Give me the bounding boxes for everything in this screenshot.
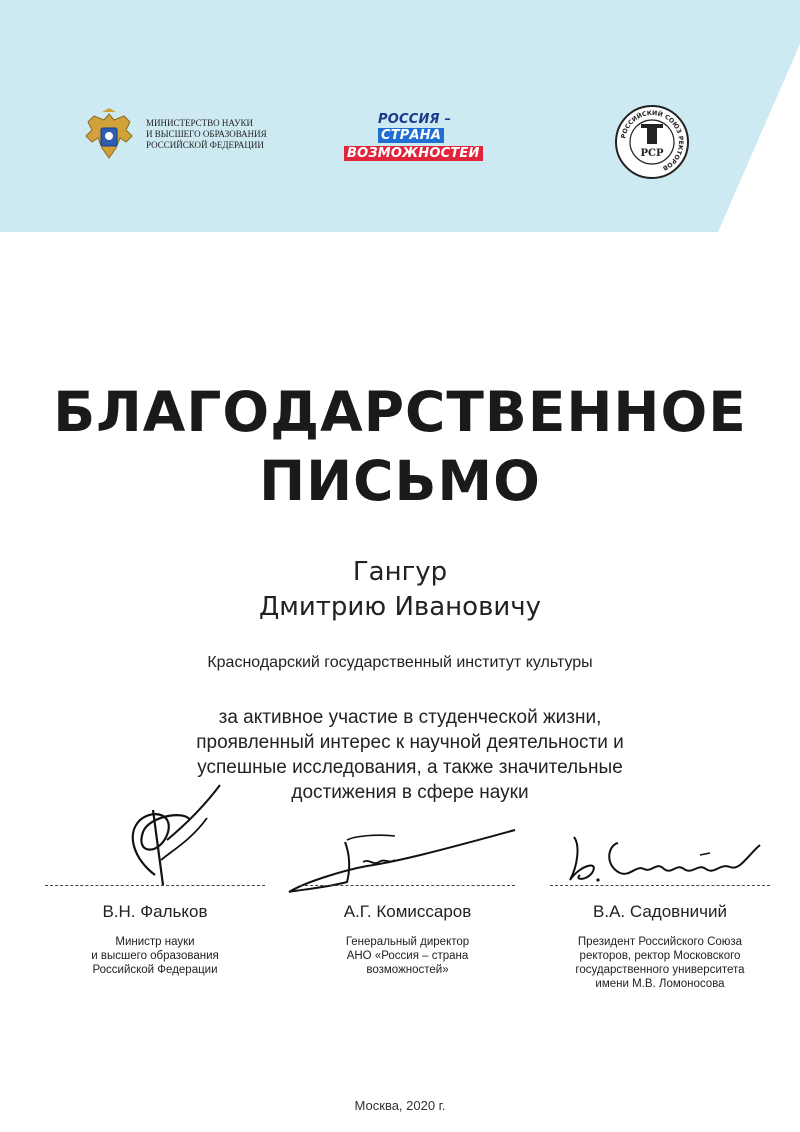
signatory-name: В.Н. Фальков (102, 902, 208, 921)
svg-text:РОССИЙСКИЙ СОЮЗ РЕКТОРОВ: РОССИЙСКИЙ СОЮЗ РЕКТОРОВ (620, 109, 685, 172)
recipient-surname: Гангур (352, 557, 448, 587)
rectors-union-seal-icon (614, 104, 690, 180)
ministry-line: И ВЫСШЕГО ОБРАЗОВАНИЯ (146, 129, 267, 139)
rsv-logo-line: СТРАНА (378, 128, 444, 143)
signatory-role (550, 935, 770, 991)
role-line: АНО «Россия – страна (346, 950, 469, 962)
role-line: Министр науки (115, 936, 195, 948)
ministry-logo (80, 108, 280, 168)
signatory-name: В.А. Садовничий (593, 902, 727, 921)
role-line: Президент Российского Союза (577, 936, 743, 948)
signatory-name: А.Г. Комиссаров (343, 902, 472, 921)
ministry-name (146, 118, 267, 151)
reason-line: проявленный интерес к научной деятельности и (196, 732, 624, 753)
signature-line (550, 885, 770, 886)
institution-name: Краснодарский государственный институт культуры (207, 654, 593, 671)
ministry-line: МИНИСТЕРСТВО НАУКИ (146, 118, 253, 128)
signature-line (300, 885, 515, 886)
russia-opportunities-logo (342, 112, 492, 172)
role-line: возможностей» (366, 964, 449, 976)
document-title-line: БЛАГОДАРСТВЕННОЕ (53, 380, 747, 444)
role-line: и высшего образования (91, 950, 219, 962)
svg-text:РСР: РСР (640, 148, 664, 159)
reason-line: успешные исследования, а также значительные (197, 757, 623, 778)
rectors-union-logo (614, 104, 690, 185)
role-line: государственного университета (575, 964, 745, 976)
signatory-role (300, 935, 515, 977)
document-title-line: ПИСЬМО (259, 449, 541, 513)
role-line: Генеральный директор (345, 936, 470, 948)
role-line: Российской Федерации (92, 964, 218, 976)
signatory-role (45, 935, 265, 977)
reason-line: достижения в сфере науки (291, 782, 529, 803)
reason-line: за активное участие в студенческой жизни, (218, 707, 602, 728)
role-line: ректоров, ректор Московского (579, 950, 741, 962)
role-line: имени М.В. Ломоносова (595, 978, 725, 990)
signature-line (45, 885, 265, 886)
double-headed-eagle-icon (80, 108, 138, 166)
ministry-line: РОССИЙСКОЙ ФЕДЕРАЦИИ (146, 140, 264, 150)
place-and-date: Москва, 2020 г. (354, 1098, 446, 1113)
rsv-logo-line: ВОЗМОЖНОСТЕЙ (344, 146, 483, 161)
signature-sadovnichiy (560, 825, 770, 890)
recipient-given-names: Дмитрию Ивановичу (258, 592, 542, 622)
rsv-logo-line: РОССИЯ – (378, 112, 452, 127)
signature-falkov (95, 780, 235, 890)
